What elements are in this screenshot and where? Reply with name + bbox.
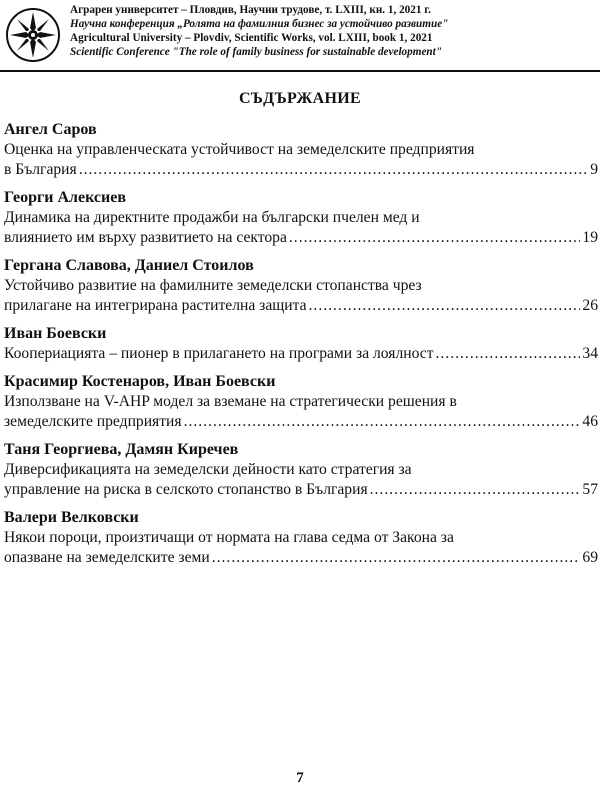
toc-entry-title-line: Диверсификацията на земеделски дейности като стратегия за [4,461,412,478]
toc-entry [4,372,598,432]
toc-entry-last-line [4,412,598,432]
toc-entry-last-line [4,548,598,568]
toc-entry [4,256,598,316]
toc-entry-page: 19 [582,229,598,246]
toc-entry [4,188,598,248]
toc-entry-last-line [4,296,598,316]
header-line-4: Scientific Conference "The role of family business for sustainable development" [70,46,442,58]
toc-entry-last-line [4,228,598,248]
toc-entry-page: 46 [582,413,598,430]
header-line-1: Аграрен университет – Пловдив, Научни трудове, т. LXIII, кн. 1, 2021 г. [70,4,431,16]
toc-entry-last-line [4,160,598,180]
toc-entry-page: 9 [590,161,598,178]
dot-leader [309,296,581,316]
toc-entry-title-end: опазване на земеделските земи [4,549,210,566]
toc-entry [4,324,598,364]
toc-entry [4,440,598,500]
toc-entry-authors: Красимир Костенаров, Иван Боевски [4,373,276,390]
toc-entry-title-end: земеделските предприятия [4,413,182,430]
toc-entry [4,508,598,568]
toc-entry-last-line [4,344,598,364]
page-number: 7 [296,770,304,786]
toc-entry-title-end: в България [4,161,77,178]
toc-entry [4,120,598,180]
toc-entry-page: 26 [582,297,598,314]
toc-entry-title-line: Оценка на управленческата устойчивост на земеделските предприятия [4,141,475,158]
toc-entry-authors: Георги Алексиев [4,189,126,206]
toc-entry-title-end: Коопериацията – пионер в прилагането на програми за лоялност [4,345,434,362]
toc-entry-page: 69 [582,549,598,566]
toc-entry-title-line: Използване на V-AHP модел за вземане на стратегически решения в [4,393,457,410]
dot-leader [79,160,589,180]
toc-entry-title-end: прилагане на интегрирана растителна защита [4,297,307,314]
dot-leader [212,548,581,568]
dot-leader [289,228,581,248]
toc-entry-title-end: влиянието им върху развитието на сектора [4,229,287,246]
dot-leader [370,480,581,500]
contents-list [4,120,598,576]
header-line-3: Agricultural University – Plovdiv, Scientific Works, vol. LXIII, book 1, 2021 [70,32,433,44]
toc-entry-authors: Гергана Славова, Даниел Стоилов [4,257,254,274]
toc-entry-last-line [4,480,598,500]
header-line-2: Научна конференция „Ролята на фамилния бизнес за устойчиво развитие" [70,18,449,30]
toc-entry-title-line: Динамика на директните продажби на български пчелен мед и [4,209,420,226]
dot-leader [184,412,581,432]
university-logo-icon [4,6,62,64]
header-divider [0,70,600,72]
contents-title: СЪДЪРЖАНИЕ [239,90,361,107]
dot-leader [436,344,581,364]
toc-entry-title-end: управление на риска в селското стопанство в България [4,481,368,498]
toc-entry-authors: Ангел Саров [4,121,97,138]
toc-entry-authors: Таня Георгиева, Дамян Киречев [4,441,239,458]
toc-entry-title-line: Някои пороци, произтичащи от нормата на глава седма от Закона за [4,529,454,546]
page-header [0,0,600,74]
toc-entry-authors: Иван Боевски [4,325,107,342]
toc-entry-page: 34 [582,345,598,362]
toc-entry-authors: Валери Велковски [4,509,139,526]
toc-entry-title-line: Устойчиво развитие на фамилните земеделски стопанства чрез [4,277,422,294]
header-text-block [70,3,598,59]
toc-entry-page: 57 [582,481,598,498]
